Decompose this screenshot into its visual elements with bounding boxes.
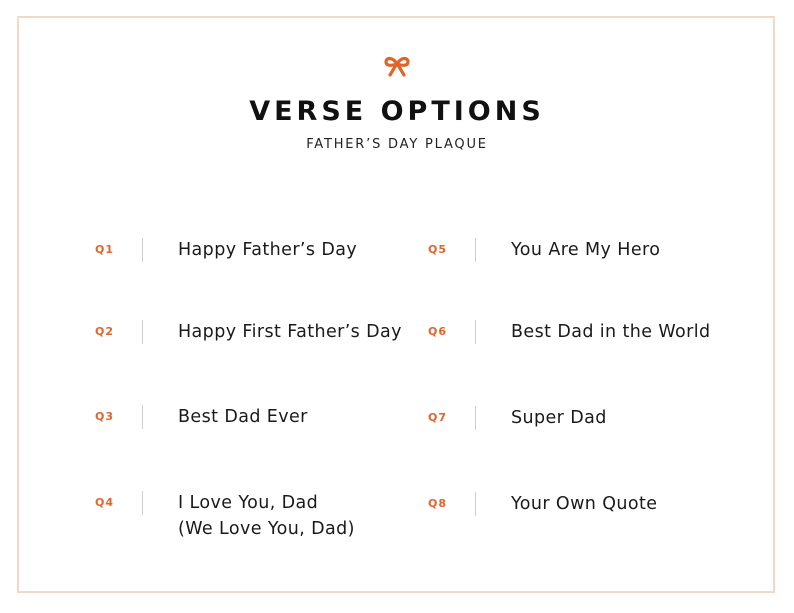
option-line: Happy Father’s Day <box>178 240 358 260</box>
option-text <box>178 490 355 542</box>
divider <box>475 406 476 430</box>
page-title: VERSE OPTIONS <box>249 96 545 127</box>
option-code: Q2 <box>95 325 115 338</box>
option-code: Q1 <box>95 243 115 256</box>
option-line: Super Dad <box>511 408 607 428</box>
page-subtitle: FATHER’S DAY PLAQUE <box>306 137 488 152</box>
option-line: Best Dad Ever <box>178 407 308 427</box>
option-line: Your Own Quote <box>511 494 658 514</box>
option-text <box>511 491 657 517</box>
divider <box>142 491 143 515</box>
divider <box>142 238 143 262</box>
option-text <box>178 319 402 345</box>
option-line: You Are My Hero <box>511 240 661 260</box>
option-line: Happy First Father’s Day <box>178 322 402 342</box>
option-code: Q5 <box>428 243 448 256</box>
option-code: Q8 <box>428 497 448 510</box>
option-text <box>178 404 308 430</box>
option-code: Q7 <box>428 411 448 424</box>
option-text <box>511 319 711 345</box>
divider <box>475 238 476 262</box>
option-line: I Love You, Dad <box>178 493 319 513</box>
option-text <box>511 405 607 431</box>
divider <box>142 405 143 429</box>
option-code: Q6 <box>428 325 448 338</box>
option-code: Q3 <box>95 410 115 423</box>
option-line: Best Dad in the World <box>511 322 711 342</box>
divider <box>475 492 476 516</box>
divider <box>475 320 476 344</box>
option-text <box>511 237 660 263</box>
bow-icon <box>381 55 413 77</box>
option-text <box>178 237 357 263</box>
divider <box>142 320 143 344</box>
option-line: (We Love You, Dad) <box>178 519 355 539</box>
option-code: Q4 <box>95 496 115 509</box>
